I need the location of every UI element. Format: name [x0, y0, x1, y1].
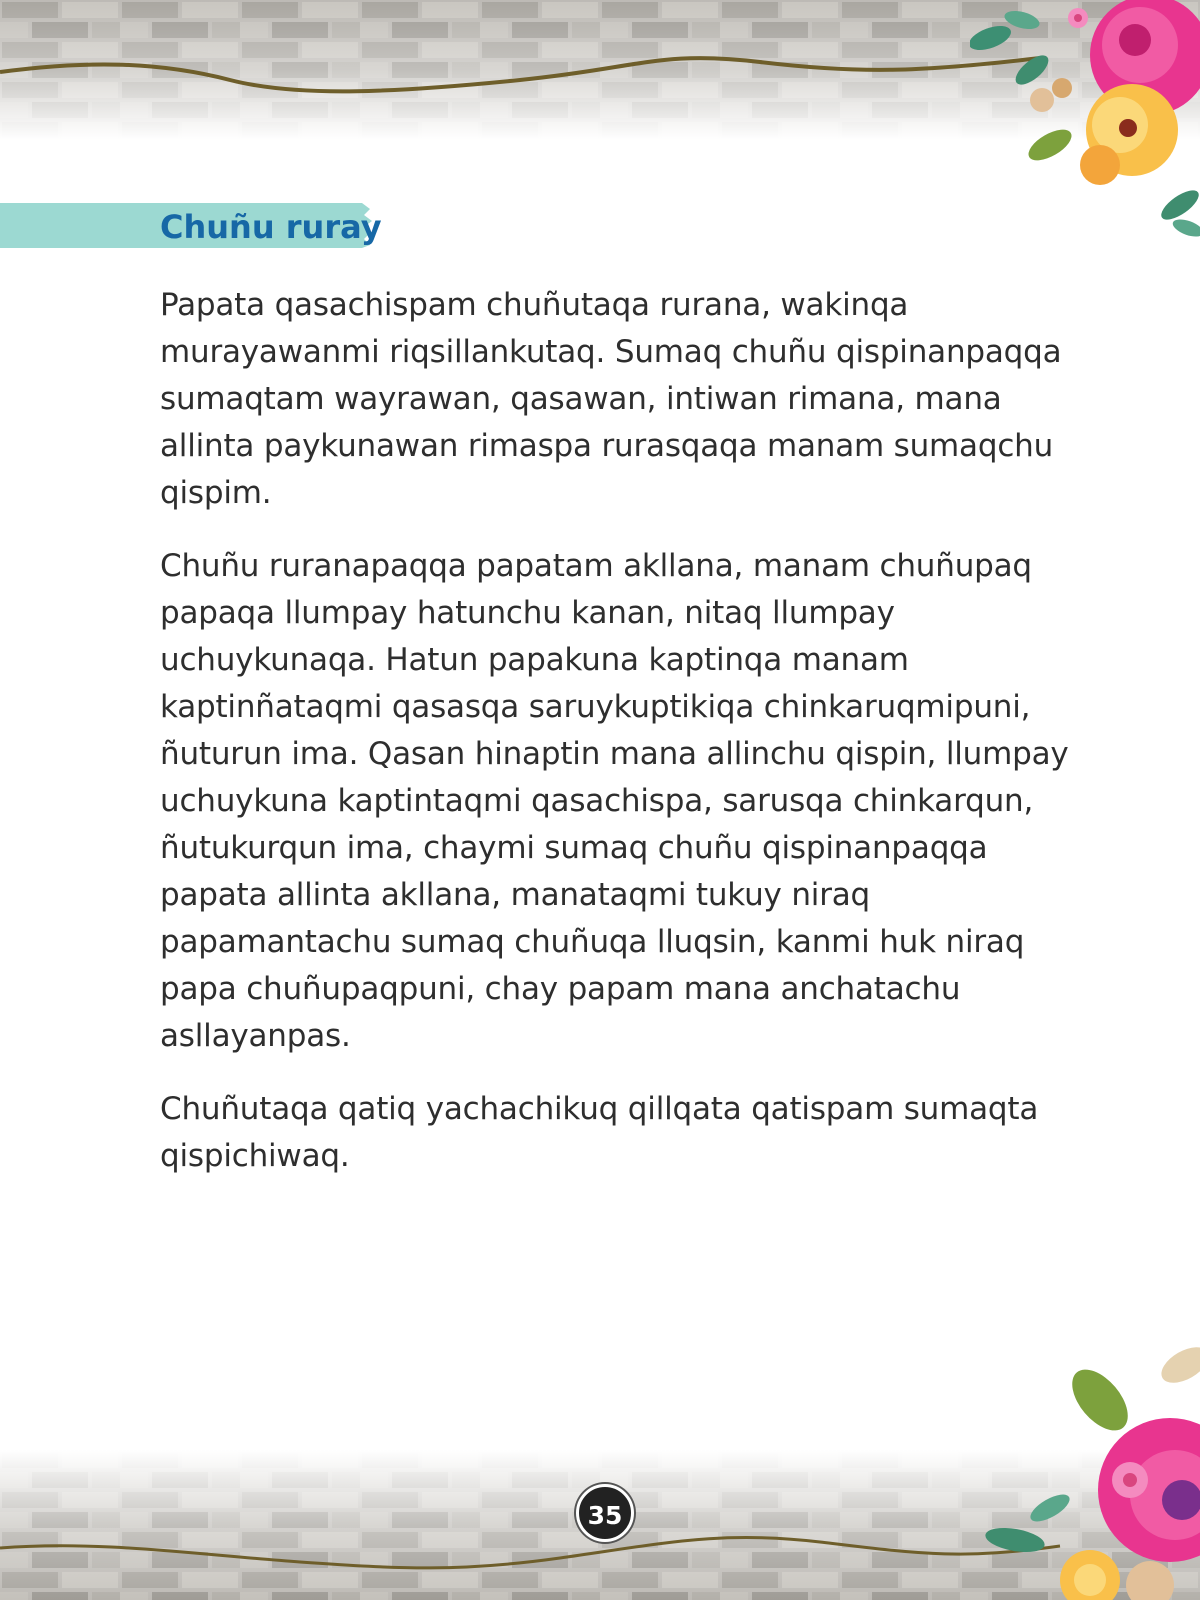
- page-number-badge: 35: [576, 1484, 634, 1542]
- paragraph: Chuñutaqa qatiq yachachikuq qillqata qatispam sumaqta qispichiwaq.: [160, 1091, 1039, 1174]
- paragraph: Chuñu ruranapaqqa papatam akllana, manam chuñupaq papaqa llumpay hatunchu kanan, nitaq llumpay uchuykunaqa. Hatun papakuna kaptinqa manam kaptinñataqmi qasasqa saruykuptikiqa chinkaruqmipuni, ñuturun ima. Qasan hinaptin mana allinchu qispin, llumpay uchuykuna kaptintaqmi qasachispa, sarusqa chinkarqun, ñutukurqun ima, chaymi sumaq chuñu qispinanpaqqa papata allinta akllana, manataqmi tukuy niraq papamantachu sumaq chuñuqa lluqsin, kanmi huk niraq papa chuñupaqpuni, chay papam mana anchatachu asllayanpas.: [160, 548, 1069, 1054]
- section-heading-banner: [0, 203, 382, 248]
- paragraph: Papata qasachispam chuñutaqa rurana, wakinqa murayawanmi riqsillankutaq. Sumaq chuñu qispinanpaqqa sumaqtam wayrawan, qasawan, intiwan rimana, mana allinta paykunawan rimaspa rurasqaqa manam sumaqchu qispim.: [160, 287, 1062, 511]
- section-title: Chuñu ruray: [160, 208, 382, 246]
- top-right-flower-decoration: [970, 0, 1200, 250]
- bottom-right-flower-decoration: [970, 1340, 1200, 1600]
- body-text: [160, 282, 1070, 1206]
